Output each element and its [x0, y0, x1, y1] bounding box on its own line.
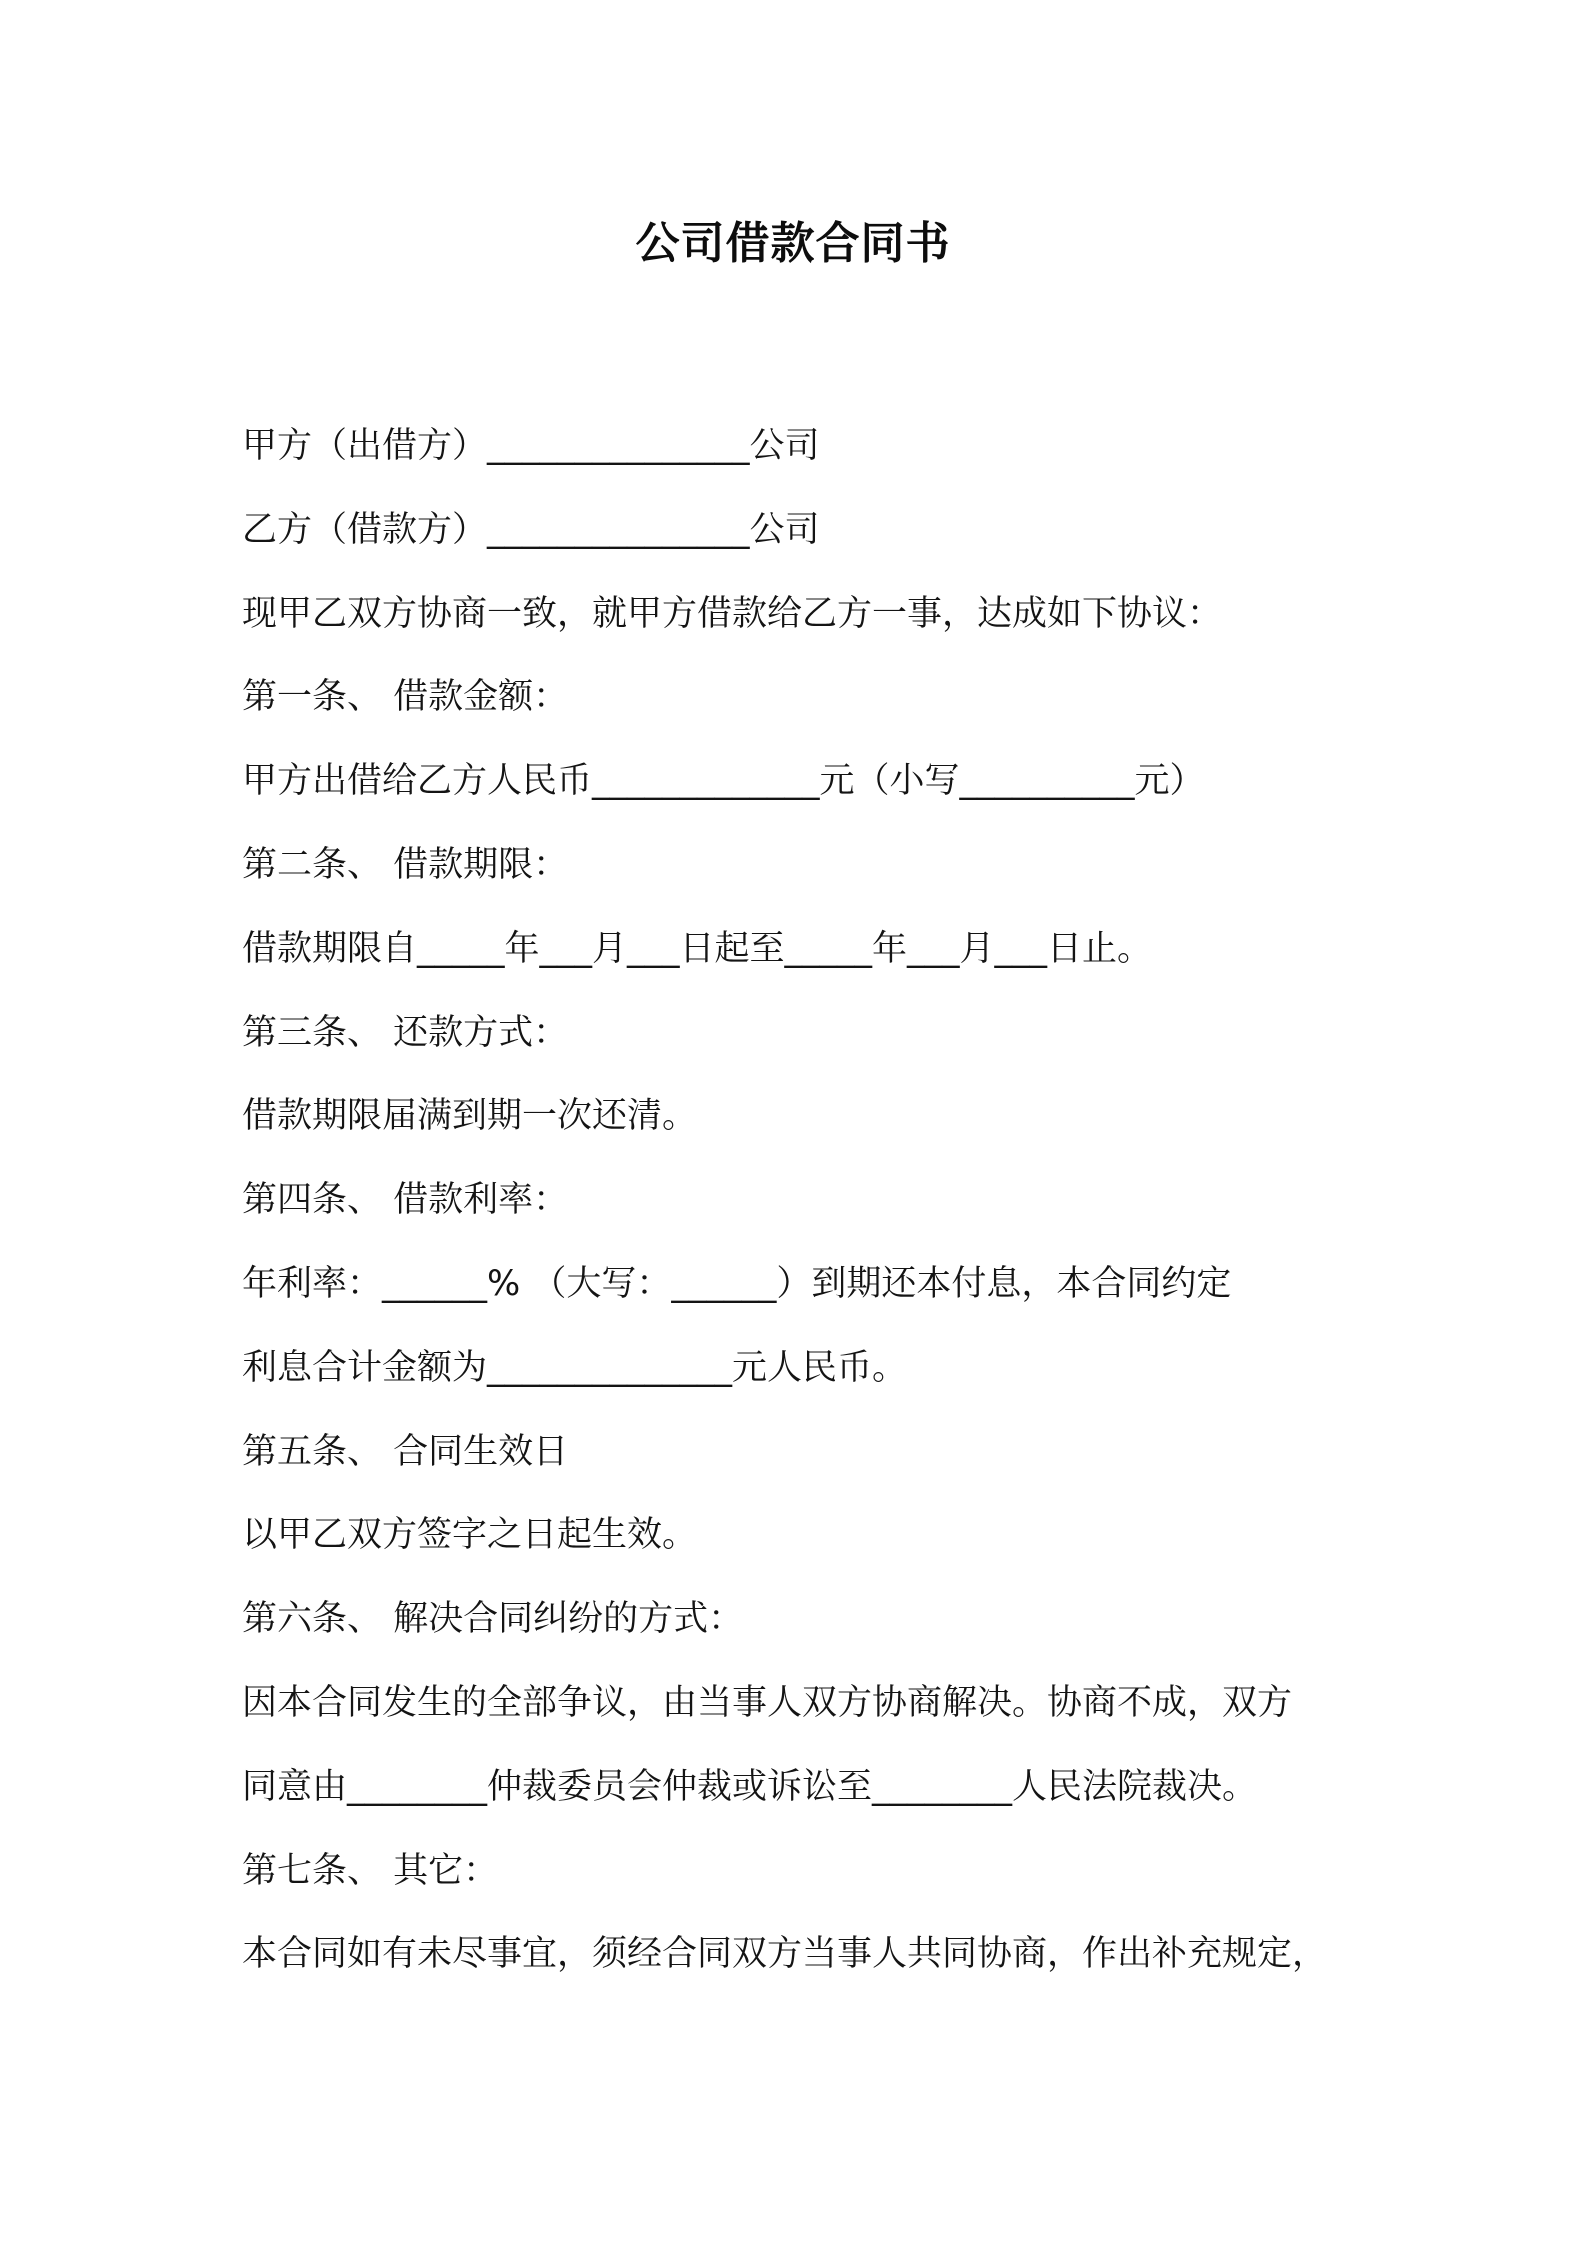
article-7-heading: 第七条、 其它：	[242, 1850, 499, 1891]
article-2-text: 借款期限自_____年___月___日起至_____年___月___日止。	[242, 928, 1153, 969]
agreement-intro: 现甲乙双方协商一致，就甲方借款给乙方一事，达成如下协议：	[242, 593, 1223, 634]
article-2-heading: 第二条、 借款期限：	[242, 844, 569, 885]
article-6-text-line-1: 因本合同发生的全部争议，由当事人双方协商解决。协商不成，双方	[242, 1682, 1293, 1723]
article-6-heading: 第六条、 解决合同纠纷的方式：	[242, 1599, 744, 1640]
article-6-text-line-2: 同意由________仲裁委员会仲裁或诉讼至________人民法院裁决。	[242, 1766, 1258, 1807]
article-7-text-line-1: 本合同如有未尽事宜，须经合同双方当事人共同协商，作出补充规定，	[242, 1934, 1328, 1975]
article-1-heading: 第一条、 借款金额：	[242, 677, 569, 718]
party-a-line: 甲方（出借方）_______________公司	[242, 426, 820, 466]
article-1-text: 甲方出借给乙方人民币_____________元（小写__________元）	[242, 761, 1205, 802]
document-title: 公司借款合同书	[635, 218, 951, 269]
article-4-text-line-1: 年利率：______% （大写：______）到期还本付息，本合同约定	[242, 1263, 1232, 1304]
contract-body	[242, 405, 1362, 1997]
article-5-text: 以甲乙双方签字之日起生效。	[242, 1515, 698, 1556]
article-3-text: 借款期限届满到期一次还清。	[242, 1096, 698, 1137]
party-b-line: 乙方（借款方）_______________公司	[242, 509, 820, 550]
article-4-heading: 第四条、 借款利率：	[242, 1180, 569, 1221]
article-5-heading: 第五条、 合同生效日	[242, 1431, 569, 1472]
article-3-heading: 第三条、 还款方式：	[242, 1012, 569, 1053]
article-4-text-line-2: 利息合计金额为______________元人民币。	[242, 1347, 908, 1388]
